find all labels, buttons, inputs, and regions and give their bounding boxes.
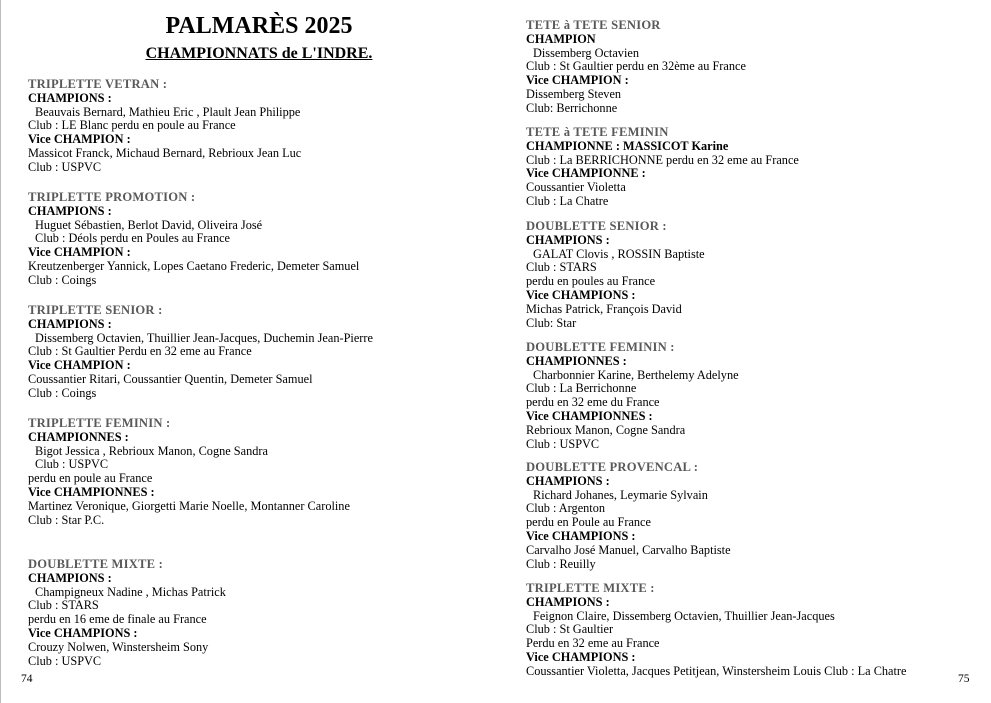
title-label: Vice CHAMPION :	[526, 73, 629, 88]
entry-line: Club : USPVC	[28, 159, 102, 174]
title-label: Vice CHAMPIONS :	[526, 528, 636, 543]
entry-line: Champigneux Nadine , Michas Patrick	[35, 584, 226, 599]
entry-line: Dissemberg Octavien	[533, 45, 639, 60]
section-triplette-vetran	[28, 78, 488, 175]
title-label: CHAMPIONS :	[526, 473, 610, 488]
entry-line: Beauvais Bernard, Mathieu Eric , Plault Jean Philippe	[35, 104, 301, 119]
entry-line: Dissemberg Octavien, Thuillier Jean-Jacques, Duchemin Jean-Pierre	[35, 330, 373, 345]
entry-line: Club : Reuilly	[526, 556, 596, 571]
title-label: CHAMPIONNES :	[526, 353, 627, 368]
entry-line: Dissemberg Steven	[526, 86, 622, 101]
entry-line: perdu en poules au France	[526, 274, 656, 289]
category-heading: TETE à TETE SENIOR	[526, 18, 661, 32]
entry-line: Club : STARS	[526, 260, 597, 275]
title-label: CHAMPIONS :	[28, 570, 112, 585]
section-tete-a-tete-senior	[526, 19, 976, 116]
page-number-right: 75	[958, 673, 970, 685]
entry-line: Richard Johanes, Leymarie Sylvain	[533, 487, 708, 502]
title-label: CHAMPIONS :	[28, 316, 112, 331]
section-doublette-mixte	[28, 558, 488, 668]
section-doublette-senior	[526, 220, 976, 330]
entry-line: Bigot Jessica , Rebrioux Manon, Cogne Sandra	[35, 443, 268, 458]
entry-line: Charbonnier Karine, Berthelemy Adelyne	[533, 367, 739, 382]
entry-line: perdu en Poule au France	[526, 515, 651, 530]
section-doublette-feminin	[526, 341, 976, 451]
category-heading: TRIPLETTE VETRAN :	[28, 77, 168, 91]
title-label: Vice CHAMPIONNES :	[28, 484, 155, 499]
category-heading: DOUBLETTE MIXTE :	[28, 557, 163, 571]
title-label: CHAMPION	[526, 31, 596, 46]
title-label: CHAMPIONS :	[526, 232, 610, 247]
category-heading: DOUBLETTE FEMININ :	[526, 340, 675, 354]
entry-line: Club : USPVC	[35, 457, 109, 472]
title-label: Vice CHAMPIONNES :	[526, 408, 653, 423]
entry-line: perdu en 32 eme du France	[526, 395, 660, 410]
title-label: Vice CHAMPION :	[28, 245, 131, 260]
entry-line: Michas Patrick, François David	[526, 301, 682, 316]
title-label: Vice CHAMPIONS :	[526, 649, 636, 664]
category-heading: DOUBLETTE PROVENCAL :	[526, 460, 699, 474]
category-heading: TRIPLETTE PROMOTION :	[28, 190, 196, 204]
entry-line: Coussantier Violetta, Jacques Petitjean, Winstersheim Louis Club : La Chatre	[526, 663, 907, 678]
entry-line: Crouzy Nolwen, Winstersheim Sony	[28, 639, 209, 654]
entry-line: Coussantier Ritari, Coussantier Quentin, Demeter Samuel	[28, 371, 313, 386]
entry-line: Martinez Veronique, Giorgetti Marie Noelle, Montanner Caroline	[28, 498, 350, 513]
entry-line: Perdu en 32 eme au France	[526, 636, 660, 651]
entry-line: Carvalho José Manuel, Carvalho Baptiste	[526, 542, 731, 557]
entry-line: Club : St Gaultier perdu en 32ème au France	[526, 59, 746, 74]
entry-line: Club : St Gaultier	[526, 622, 614, 637]
page-subtitle: CHAMPIONNATS de L'INDRE.	[145, 45, 373, 62]
entry-line: Kreutzenberger Yannick, Lopes Caetano Frederic, Demeter Samuel	[28, 258, 360, 273]
entry-line: Huguet Sébastien, Berlot David, Oliveira José	[35, 217, 263, 232]
entry-line: Club : USPVC	[28, 653, 102, 668]
entry-line: perdu en 16 eme de finale au France	[28, 612, 207, 627]
entry-line: Club : USPVC	[526, 436, 600, 451]
title-label: CHAMPIONS :	[28, 90, 112, 105]
page-title: PALMARÈS 2025	[165, 13, 353, 39]
entry-line: Club : Déols perdu en Poules au France	[35, 231, 231, 246]
category-heading: TRIPLETTE SENIOR :	[28, 303, 163, 317]
entry-line: Feignon Claire, Dissemberg Octavien, Thuillier Jean-Jacques	[533, 608, 835, 623]
title-label: CHAMPIONNES :	[28, 429, 129, 444]
entry-line: Club : St Gaultier Perdu en 32 eme au France	[28, 344, 252, 359]
title-label: CHAMPIONNE : MASSICOT Karine	[526, 138, 729, 153]
entry-line: Club : La BERRICHONNE perdu en 32 eme au France	[526, 152, 799, 167]
section-triplette-feminin	[28, 417, 488, 527]
category-heading: TRIPLETTE FEMININ :	[28, 416, 171, 430]
section-doublette-provencal	[526, 461, 976, 571]
section-triplette-mixte	[526, 582, 976, 679]
section-tete-a-tete-feminin	[526, 126, 976, 209]
entry-line: Club: Star	[526, 315, 577, 330]
title-label: Vice CHAMPION :	[28, 132, 131, 147]
entry-line: Club : La Berrichonne	[526, 381, 637, 396]
page-edge	[0, 0, 1, 703]
title-label: CHAMPIONS :	[526, 594, 610, 609]
entry-line: Massicot Franck, Michaud Bernard, Rebrioux Jean Luc	[28, 145, 302, 160]
entry-line: Club : Star P.C.	[28, 512, 105, 527]
title-label: Vice CHAMPIONS :	[28, 625, 138, 640]
entry-line: Club : Coings	[28, 385, 97, 400]
category-heading: TRIPLETTE MIXTE :	[526, 581, 655, 595]
entry-line: Club : La Chatre	[526, 193, 609, 208]
entry-line: perdu en poule au France	[28, 471, 153, 486]
title-label: CHAMPIONS :	[28, 203, 112, 218]
title-label: Vice CHAMPIONS :	[526, 287, 636, 302]
entry-line: GALAT Clovis , ROSSIN Baptiste	[533, 246, 705, 261]
title-label: Vice CHAMPIONNE :	[526, 166, 646, 181]
section-triplette-senior	[28, 304, 488, 401]
entry-line: Rebrioux Manon, Cogne Sandra	[526, 422, 686, 437]
entry-line: Club : STARS	[28, 598, 99, 613]
entry-line: Club : Coings	[28, 272, 97, 287]
entry-line: Coussantier Violetta	[526, 180, 626, 195]
title-label: Vice CHAMPION :	[28, 358, 131, 373]
page-number-left: 74	[21, 673, 33, 685]
entry-line: Club : LE Blanc perdu en poule au France	[28, 118, 236, 133]
category-heading: DOUBLETTE SENIOR :	[526, 219, 667, 233]
section-triplette-promotion	[28, 191, 488, 288]
entry-line: Club : Argenton	[526, 501, 606, 516]
category-heading: TETE à TETE FEMININ	[526, 125, 669, 139]
entry-line: Club: Berrichonne	[526, 100, 618, 115]
